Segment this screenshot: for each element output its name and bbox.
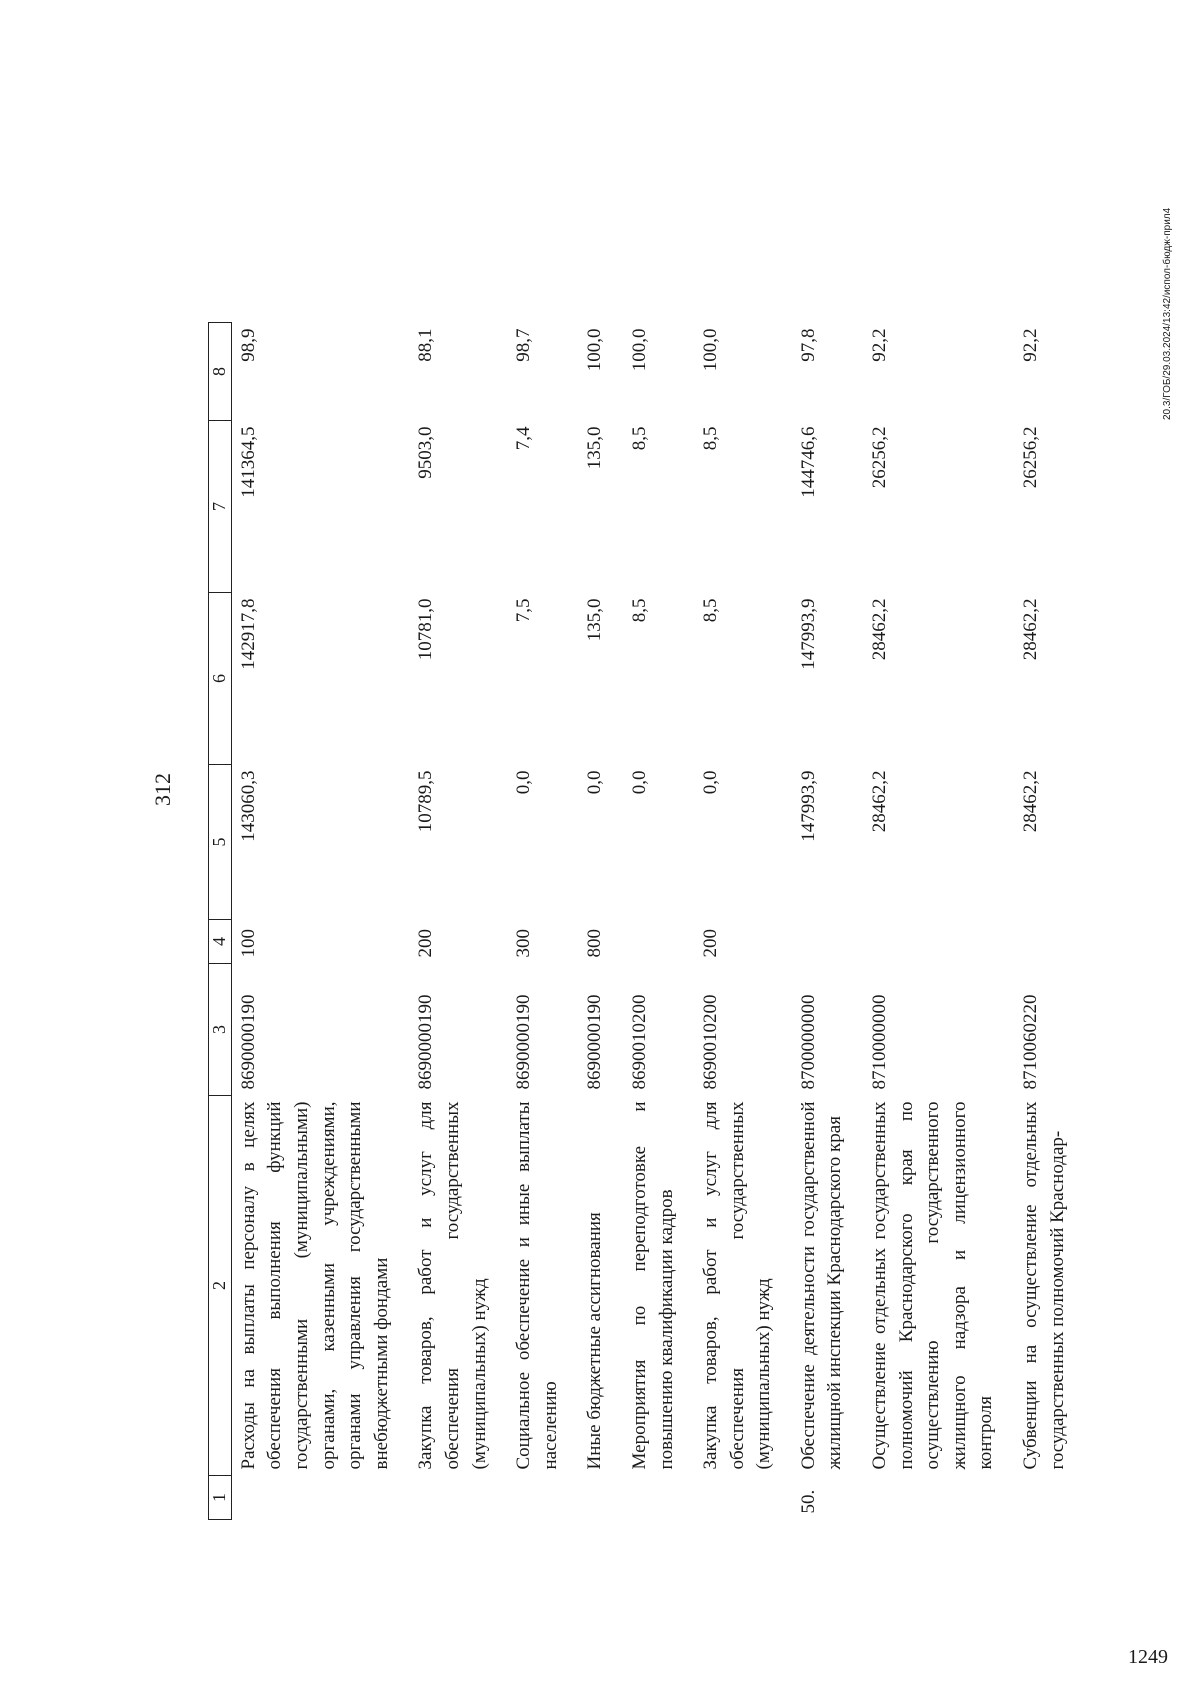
expense-type-code: 100 bbox=[237, 929, 259, 958]
executed-amount: 135,0 bbox=[584, 426, 606, 470]
expense-type-code bbox=[863, 920, 1014, 964]
approved-amount: 0,0 bbox=[584, 770, 606, 795]
target-code: 8690010200 bbox=[700, 994, 722, 1090]
execution-percent: 98,7 bbox=[513, 328, 535, 362]
executed-amount: 8,5 bbox=[628, 426, 650, 451]
document-page bbox=[150, 0, 1194, 1560]
execution-percent: 98,9 bbox=[237, 328, 259, 362]
column-header: 3 bbox=[209, 964, 232, 1096]
column-header: 6 bbox=[209, 593, 232, 765]
planned-amount: 28462,2 bbox=[869, 598, 891, 661]
executed-amount: 26256,2 bbox=[1020, 426, 1042, 489]
executed-amount: 26256,2 bbox=[869, 426, 891, 489]
expense-type-code: 800 bbox=[584, 929, 606, 958]
executed-amount: 8,5 bbox=[700, 426, 722, 451]
expense-name: Закупка товаров, работ и услуг для обеспечения государственных (муниципальных) нужд bbox=[415, 1101, 490, 1470]
planned-amount: 147993,9 bbox=[797, 598, 819, 670]
expense-name: Субвенции на осуществление отдельных государственных полномочий Краснодар- bbox=[1020, 1101, 1068, 1470]
expense-type-code bbox=[792, 920, 863, 964]
expense-name: Обеспечение деятельности государственной жилищной инспекции Краснодарского края bbox=[797, 1101, 846, 1470]
target-code: 8690010200 bbox=[628, 994, 650, 1090]
target-code: 8710060220 bbox=[1020, 994, 1042, 1090]
approved-amount: 28462,2 bbox=[1020, 770, 1042, 833]
approved-amount: 0,0 bbox=[700, 770, 722, 795]
budget-table bbox=[208, 322, 1085, 1520]
table-row bbox=[1014, 323, 1085, 1520]
planned-amount: 135,0 bbox=[584, 598, 606, 642]
execution-percent: 92,2 bbox=[869, 328, 891, 362]
approved-amount: 10789,5 bbox=[415, 770, 437, 833]
footer-file-code: 20.3/ГОБ/29.03.2024/13:42/испол-бюдж-прил4 bbox=[1162, 207, 1173, 420]
row-number bbox=[507, 1476, 578, 1520]
target-code: 8710000000 bbox=[869, 994, 891, 1090]
approved-amount: 28462,2 bbox=[869, 770, 891, 833]
column-header: 2 bbox=[209, 1096, 232, 1476]
expense-name: Закупка товаров, работ и услуг для обеспечения государственных (муниципальных) нужд bbox=[700, 1101, 775, 1470]
table-row bbox=[507, 323, 578, 1520]
executed-amount: 144746,6 bbox=[797, 426, 819, 498]
expense-type-code: 200 bbox=[700, 929, 722, 958]
expense-name: Мероприятия по переподготовке и повышению квалификации кадров bbox=[628, 1101, 677, 1470]
table-row bbox=[863, 323, 1014, 1520]
expense-type-code: 200 bbox=[415, 929, 437, 958]
execution-percent: 100,0 bbox=[584, 328, 606, 372]
execution-percent: 92,2 bbox=[1020, 328, 1042, 362]
row-number bbox=[409, 1476, 507, 1520]
approved-amount: 143060,3 bbox=[237, 770, 259, 842]
table-row-section bbox=[792, 323, 863, 1520]
page-number: 312 bbox=[150, 773, 175, 806]
table-row bbox=[578, 323, 623, 1520]
approved-amount: 0,0 bbox=[628, 770, 650, 795]
planned-amount: 8,5 bbox=[628, 598, 650, 623]
target-code: 8690000190 bbox=[415, 994, 437, 1090]
executed-amount: 141364,5 bbox=[237, 426, 259, 498]
sheet-number: 1249 bbox=[1128, 1646, 1168, 1668]
execution-percent: 97,8 bbox=[797, 328, 819, 362]
column-header: 7 bbox=[209, 421, 232, 593]
expense-name: Социальное обеспечение и иные выплаты населению bbox=[513, 1101, 561, 1470]
expense-name: Осуществление отдельных государственных полномочий Краснодарского края по осуществлению государственного жилищного надзора и лицензионного контроля bbox=[869, 1101, 997, 1470]
column-header: 8 bbox=[209, 323, 232, 421]
planned-amount: 142917,8 bbox=[237, 598, 259, 670]
target-code: 8690000190 bbox=[237, 994, 259, 1090]
table-row bbox=[409, 323, 507, 1520]
expense-type-code: 300 bbox=[513, 929, 535, 958]
expense-name: Расходы на выплаты персоналу в целях обеспечения выполнения функций государственными (муниципальными) органами, казенными учреждениями, органами управления государственными внебюджетными фондами bbox=[237, 1101, 392, 1470]
executed-amount: 9503,0 bbox=[415, 426, 437, 479]
expense-name: Иные бюджетные ассигнования bbox=[584, 1212, 606, 1470]
row-number bbox=[1014, 1476, 1085, 1520]
planned-amount: 7,5 bbox=[513, 598, 535, 623]
target-code: 8690000190 bbox=[513, 994, 535, 1090]
row-number: 50. bbox=[797, 1489, 819, 1514]
table-header-row bbox=[209, 323, 232, 1520]
planned-amount: 28462,2 bbox=[1020, 598, 1042, 661]
table-row bbox=[231, 323, 409, 1520]
row-number bbox=[623, 1476, 694, 1520]
expense-type-code bbox=[623, 920, 694, 964]
execution-percent: 100,0 bbox=[628, 328, 650, 372]
planned-amount: 8,5 bbox=[700, 598, 722, 623]
row-number bbox=[231, 1476, 409, 1520]
column-header: 4 bbox=[209, 920, 232, 964]
target-code: 8690000190 bbox=[584, 994, 606, 1090]
executed-amount: 7,4 bbox=[513, 426, 535, 451]
execution-percent: 100,0 bbox=[700, 328, 722, 372]
row-number bbox=[863, 1476, 1014, 1520]
row-number bbox=[578, 1476, 623, 1520]
row-number bbox=[694, 1476, 792, 1520]
approved-amount: 0,0 bbox=[513, 770, 535, 795]
target-code: 8700000000 bbox=[797, 994, 819, 1090]
table-row bbox=[694, 323, 792, 1520]
column-header: 5 bbox=[209, 765, 232, 920]
expense-type-code bbox=[1014, 920, 1085, 964]
approved-amount: 147993,9 bbox=[797, 770, 819, 842]
column-header: 1 bbox=[209, 1476, 232, 1520]
planned-amount: 10781,0 bbox=[415, 598, 437, 661]
execution-percent: 88,1 bbox=[415, 328, 437, 362]
table-row bbox=[623, 323, 694, 1520]
